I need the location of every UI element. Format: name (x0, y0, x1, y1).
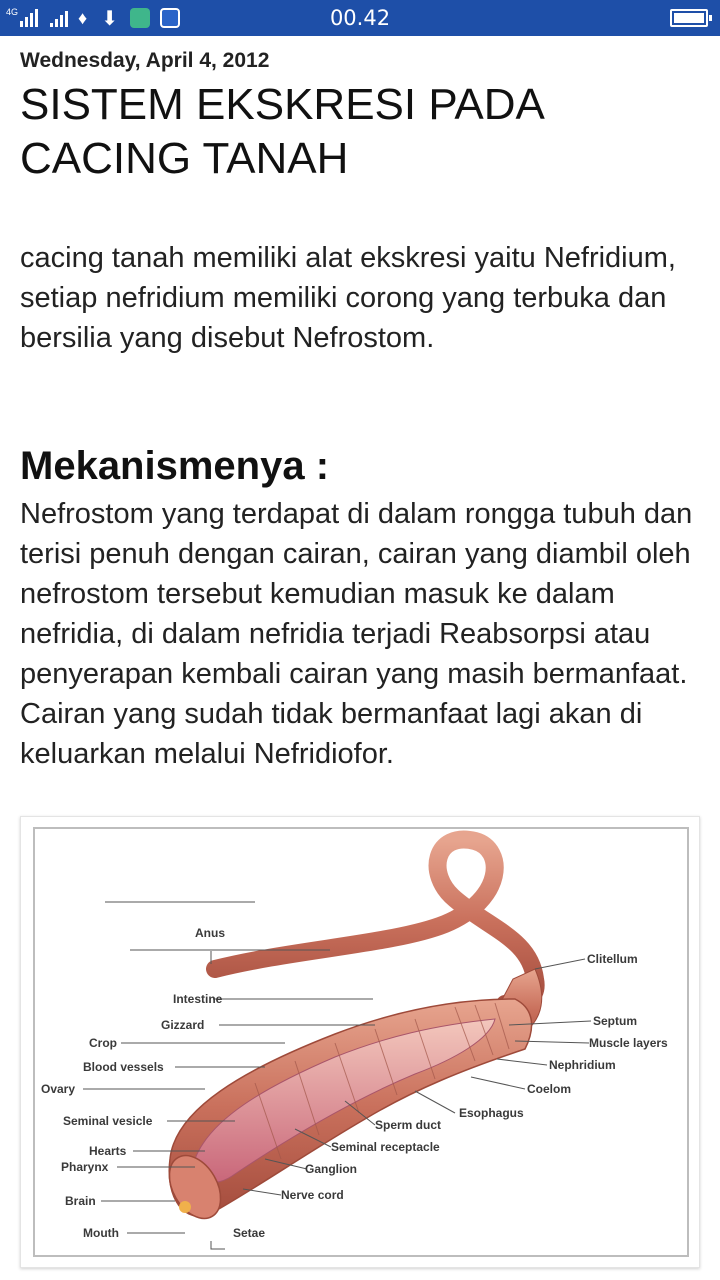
vpn-icon: ♦ (78, 7, 88, 28)
label-gizzard: Gizzard (161, 1018, 205, 1032)
label-anus: Anus (195, 926, 225, 940)
network-type: 4G (6, 6, 19, 17)
label-ovary: Ovary (41, 1082, 76, 1096)
download-icon: ⬇ (101, 7, 118, 30)
label-crop: Crop (89, 1036, 117, 1050)
label-hearts: Hearts (89, 1144, 127, 1158)
label-sperm-duct: Sperm duct (375, 1118, 442, 1132)
label-coelom: Coelom (527, 1082, 572, 1096)
label-nephridium: Nephridium (549, 1058, 616, 1072)
label-pharynx: Pharynx (61, 1160, 109, 1174)
label-nerve-cord: Nerve cord (281, 1188, 344, 1202)
label-mouth: Mouth (83, 1226, 119, 1240)
worm-tail (215, 840, 536, 1004)
status-time: 00.42 (329, 6, 391, 30)
post-intro: cacing tanah memiliki alat ekskresi yaitu Nefridium, setiap nefridium memiliki corong yang terbuka dan bersilia yang disebut Nefrostom. (20, 242, 676, 354)
post-title: SISTEM EKSKRESI PADA CACING TANAH (20, 80, 543, 183)
label-setae: Setae (233, 1226, 266, 1240)
earthworm-anatomy-image (35, 829, 689, 1257)
post-date: Wednesday, April 4, 2012 (20, 49, 270, 72)
post-body: Nefrostom yang terdapat di dalam rongga tubuh dan terisi penuh dengan cairan, cairan yang diambil oleh nefrostom tersebut kemudian masuk ke dalam nefridia, di dalam nefridia terjadi Reabsorpsi atau penyerapan kembali cairan yang masih bermanfaat. Cairan yang sudah tidak bermanfaat lagi akan di keluarkan melalui Nefridiofor. (20, 498, 693, 770)
label-muscle-layers: Muscle layers (589, 1036, 668, 1050)
status-bar (0, 0, 720, 36)
label-intestine: Intestine (173, 992, 223, 1006)
label-seminal-vesicle: Seminal vesicle (63, 1114, 153, 1128)
label-esophagus: Esophagus (459, 1106, 524, 1120)
label-seminal-receptacle: Seminal receptacle (331, 1140, 440, 1154)
earthworm-diagram[interactable] (20, 816, 700, 1268)
label-brain: Brain (65, 1194, 96, 1208)
section-heading: Mekanismenya : (20, 444, 330, 488)
diagram-frame (33, 827, 689, 1257)
label-clitellum: Clitellum (587, 952, 638, 966)
label-ganglion: Ganglion (305, 1162, 357, 1176)
label-septum: Septum (593, 1014, 638, 1028)
post-header (20, 44, 700, 186)
battery-icon (670, 9, 708, 27)
label-blood-vessels: Blood vessels (83, 1060, 164, 1074)
